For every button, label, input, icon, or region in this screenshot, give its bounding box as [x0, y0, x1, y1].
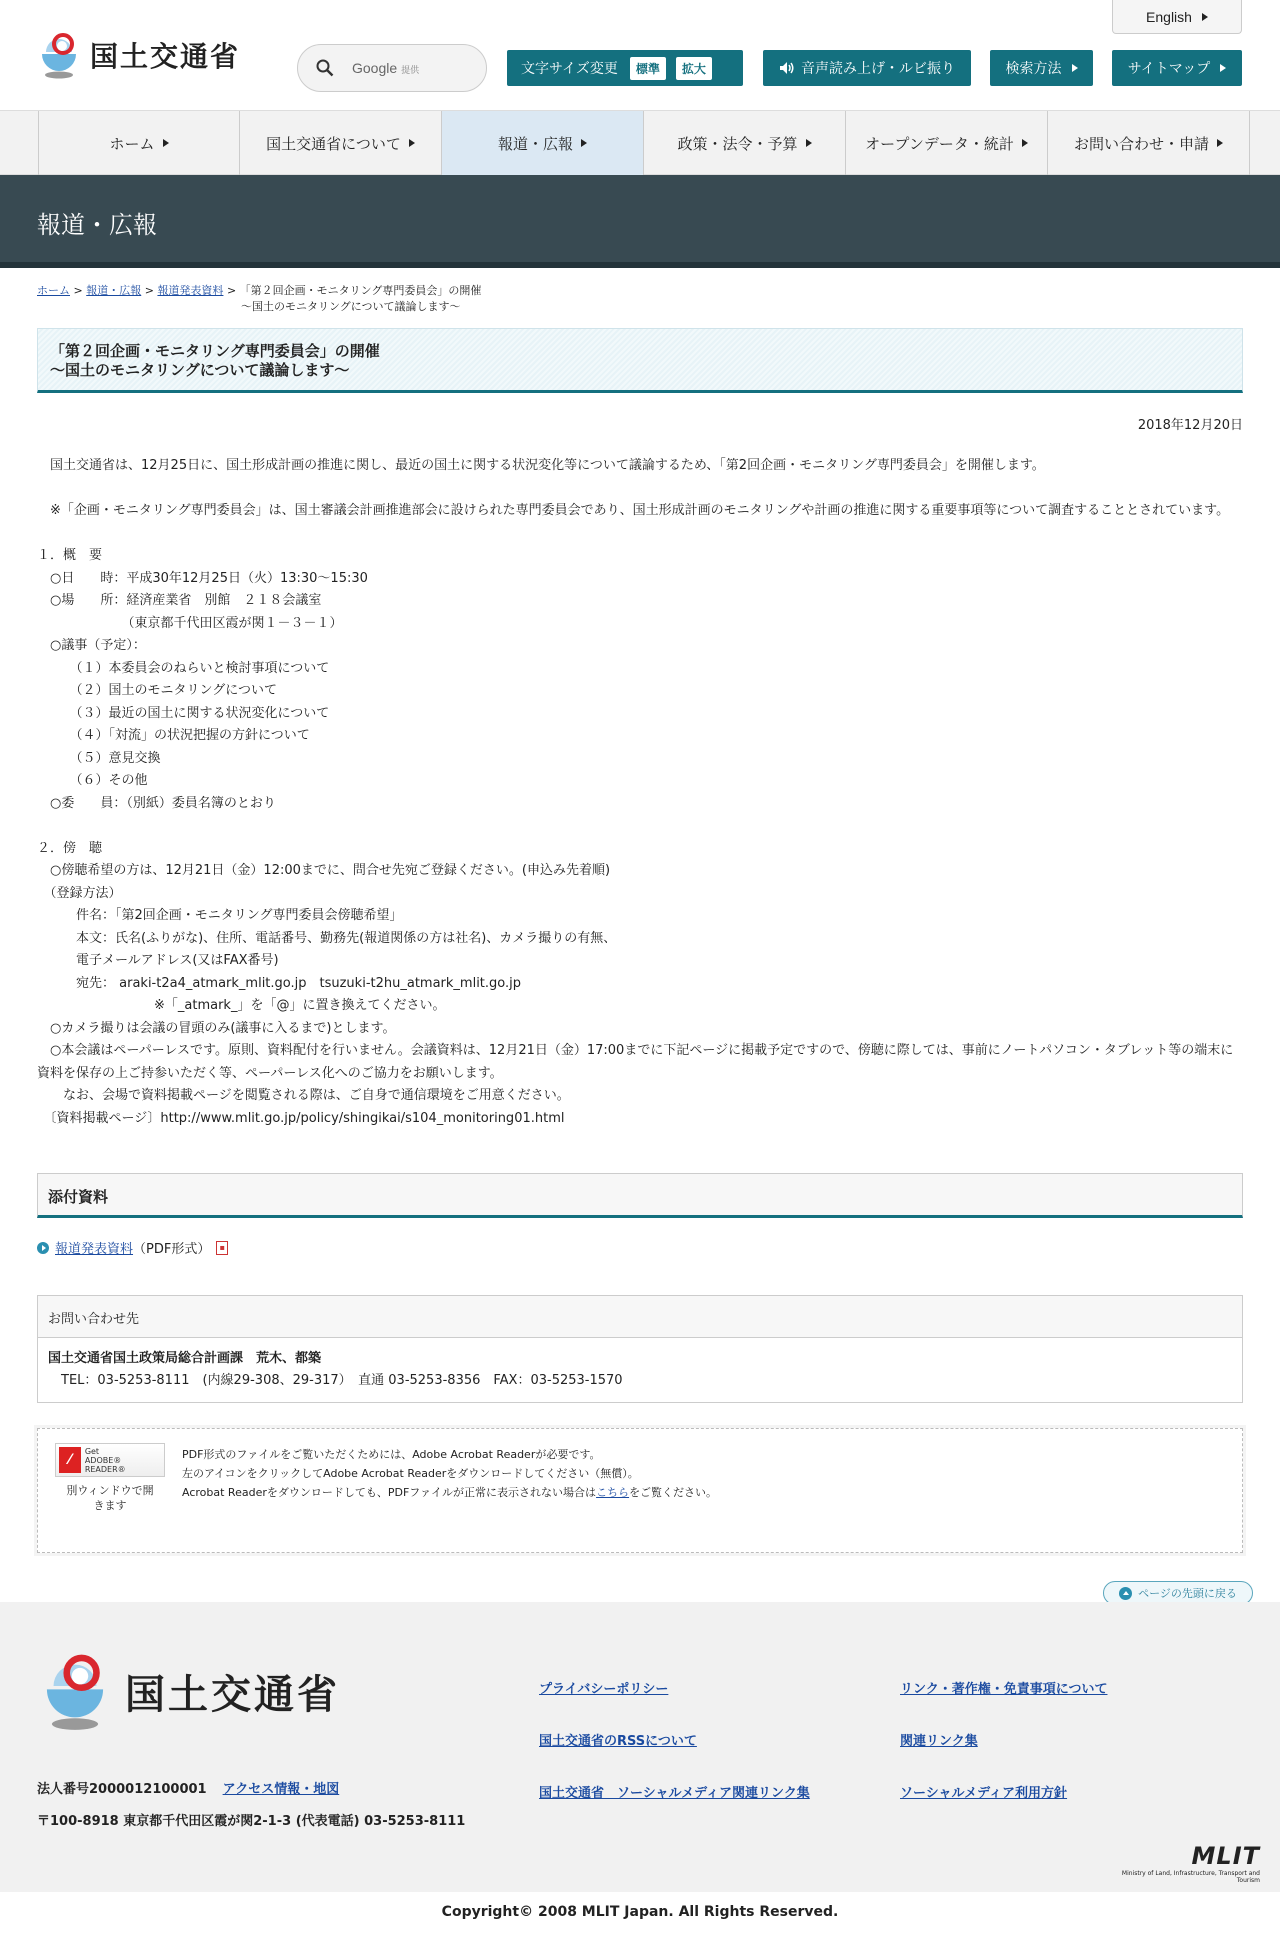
body-line: （登録方法）: [37, 885, 122, 901]
body-line: ○議事（予定）：: [37, 638, 146, 653]
footer-logo[interactable]: [37, 1648, 340, 1734]
article-title-line2: ～国土のモニタリングについて議論します～: [50, 361, 350, 379]
breadcrumb-releases[interactable]: 報道発表資料: [157, 284, 224, 297]
body-line: ○本会議はペーパーレスです。原則、資料配付を行いません。会議資料は、12月21日（金）17:00までに下記ページに掲載予定ですので、傍聴に際しては、事前にノートパソコン・タブレット等の端末に資料を保存の上ご持参いただく等、ペーパーレス化へのご協力をお願いします。: [37, 1043, 1234, 1081]
search-input[interactable]: [297, 44, 487, 92]
breadcrumb-sep: >: [73, 284, 83, 297]
font-size-control: [507, 50, 743, 86]
attachment-link[interactable]: 報道発表資料: [55, 1242, 134, 1257]
adobe-reader-link[interactable]: [54, 1443, 166, 1538]
body-line: （１）本委員会のねらいと検討事項について: [37, 660, 330, 676]
mlit-wordmark: [1100, 1842, 1260, 1884]
contact-heading: お問い合わせ先: [38, 1296, 1242, 1338]
contact-box: [37, 1295, 1243, 1403]
nav-item-label: オープンデータ・統計: [865, 134, 1014, 153]
nav-item-label: ホーム: [109, 134, 155, 153]
body-line: （５）意見交換: [37, 750, 161, 766]
access-link[interactable]: アクセス情報・地図: [222, 1782, 340, 1797]
arrow-right-icon: [1220, 64, 1226, 72]
search-icon: [316, 59, 334, 77]
nav-item-press[interactable]: [442, 111, 644, 175]
body-line: ○カメラ撮りは会議の冒頭のみ(議事に入るまで)とします。: [37, 1020, 396, 1036]
corp-number: 法人番号2000012100001: [37, 1782, 207, 1797]
breadcrumb-press[interactable]: 報道・広報: [86, 284, 142, 297]
contact-org: 国土交通省国土政策局総合計画課 荒木、都築: [48, 1351, 322, 1366]
footer-link-privacy[interactable]: プライバシーポリシー: [539, 1682, 669, 1697]
body-line: ○場 所：経済産業省 別館 ２１８会議室: [37, 593, 322, 608]
body-line: 件名：「第2回企画・モニタリング専門委員会傍聴希望」: [37, 908, 403, 923]
adobe-line1: PDF形式のファイルをご覧いただくためには、Adobe Acrobat Readerが必要です。: [182, 1448, 601, 1461]
nav-item-label: 政策・法令・予算: [677, 134, 798, 153]
font-size-label: 文字サイズ変更: [521, 61, 618, 77]
body-line: ○委 員：（別紙）委員名簿のとおり: [37, 795, 276, 811]
site-header: [0, 0, 1280, 110]
body-line: 電子メールアドレス(又はFAX番号): [37, 953, 279, 968]
pdf-icon: ▪: [216, 1241, 228, 1255]
english-button[interactable]: [1112, 0, 1242, 34]
footer-link-social-policy[interactable]: ソーシャルメディア利用方針: [900, 1786, 1068, 1801]
adobe-text: [182, 1443, 717, 1538]
sitemap-label: サイトマップ: [1127, 61, 1211, 77]
attachments-heading: 添付資料: [37, 1173, 1243, 1218]
adobe-reader-box: [37, 1428, 1243, 1553]
body-line: （２）国土のモニタリングについて: [37, 683, 277, 698]
footer-links-col2: [900, 1664, 1107, 1820]
footer-logo-text: 国土交通省: [125, 1671, 340, 1718]
arrow-right-icon: [1022, 139, 1028, 147]
body-line: ※「企画・モニタリング専門委員会」は、国土審議会計画推進部会に設けられた専門委員会であり、国土形成計画のモニタリングや計画の推進に関する重要事項等について調査することとされています。: [37, 503, 1230, 518]
body-line: 国土交通省は、12月25日に、国土形成計画の推進に関し、最近の国土に関する状況変化等について議論するため、「第2回企画・モニタリング専門委員会」を開催します。: [37, 458, 1045, 473]
body-line: [37, 815, 1243, 838]
font-size-large-button[interactable]: 拡大: [676, 57, 712, 80]
arrow-right-icon: [581, 139, 587, 147]
arrow-circle-icon: [37, 1242, 49, 1254]
page-top-label: ページの先頭に戻る: [1138, 1587, 1237, 1600]
site-footer: [0, 1602, 1280, 1892]
arrow-right-icon: [1202, 13, 1208, 21]
adobe-badge-text: Get ADOBE® READER®: [84, 1446, 126, 1474]
search-placeholder: Google 提供: [352, 60, 420, 76]
footer-link-social-links[interactable]: 国土交通省 ソーシャルメディア関連リンク集: [539, 1786, 810, 1801]
site-logo-text: 国土交通省: [90, 40, 241, 73]
arrow-right-icon: [1217, 139, 1223, 147]
copyright: Copyright© 2008 MLIT Japan. All Rights Reserved.: [0, 1892, 1280, 1944]
footer-link-copyright[interactable]: リンク・著作権・免責事項について: [900, 1682, 1108, 1697]
search-howto-button[interactable]: [990, 50, 1093, 86]
sitemap-button[interactable]: [1112, 50, 1242, 86]
nav-item-label: 国土交通省について: [266, 134, 401, 153]
nav-item-about[interactable]: [240, 111, 442, 175]
body-line: 本文：氏名(ふりがな)、住所、電話番号、勤務先(報道関係の方は社名)、カメラ撮りの有無、: [37, 930, 617, 946]
arrow-right-icon: [1072, 64, 1078, 72]
adobe-reader-badge: [55, 1443, 165, 1477]
nav-item-home[interactable]: [38, 111, 240, 175]
body-line: １．概 要: [37, 548, 103, 563]
article-title: [37, 328, 1243, 393]
body-line: なお、会場で資料掲載ページを閲覧される際は、ご自身で通信環境をご用意ください。: [37, 1088, 570, 1103]
contact-phones: TEL：03-5253-8111 (内線29-308、29-317） 直通 03-5253-8356 FAX：03-5253-1570: [48, 1373, 623, 1388]
nav-item-contact[interactable]: [1048, 111, 1250, 175]
adobe-help-link[interactable]: こちら: [596, 1486, 630, 1499]
section-title: 報道・広報: [37, 211, 157, 239]
article-title-line1: 「第２回企画・モニタリング専門委員会」の開催: [50, 342, 380, 360]
arrow-right-icon: [163, 139, 169, 147]
breadcrumb-sep: >: [226, 284, 237, 297]
body-line: ○傍聴希望の方は、12月21日（金）12:00までに、問合せ先宛ご登録ください。(申込み先着順): [37, 863, 611, 878]
search-howto-label: 検索方法: [1005, 61, 1062, 77]
site-logo[interactable]: [36, 30, 240, 80]
read-aloud-label: 音声読み上げ・ルビ振り: [801, 61, 955, 77]
footer-links-col1: [539, 1664, 810, 1820]
mlit-subtext: Ministry of Land, Infrastructure, Transport and Tourism: [1121, 1870, 1260, 1884]
body-line: 宛先： araki-t2a4_atmark_mlit.go.jp tsuzuki-t2hu_atmark_mlit.go.jp: [37, 975, 522, 991]
release-date: 2018年12月20日: [1137, 418, 1243, 433]
mlit-text: MLIT: [1191, 1842, 1260, 1870]
attachment-format: （PDF形式）: [133, 1242, 211, 1257]
nav-item-label: 報道・広報: [497, 134, 573, 153]
nav-item-label: お問い合わせ・申請: [1073, 134, 1209, 153]
section-title-band: [0, 175, 1280, 268]
footer-link-rss[interactable]: 国土交通省のRSSについて: [539, 1734, 697, 1749]
adobe-line3: Acrobat Readerをダウンロードしても、PDFファイルが正常に表示されない場合はこちらをご覧ください。: [182, 1486, 718, 1499]
body-line: （東京都千代田区霞が関１－３－１）: [37, 615, 343, 631]
body-line: [37, 478, 1243, 501]
breadcrumb: [37, 283, 737, 315]
breadcrumb-current: 「第２回企画・モニタリング専門委員会」の開催: [239, 284, 482, 297]
body-line: ２．傍 聴: [37, 840, 103, 856]
nav-item-opendata[interactable]: [846, 111, 1048, 175]
english-label: English: [1146, 8, 1192, 25]
body-line: ※「_atmark_」を「@」に置き換えてください。: [37, 998, 446, 1013]
font-size-standard-button[interactable]: 標準: [630, 57, 666, 80]
read-aloud-button[interactable]: [763, 50, 971, 86]
body-line: ○日 時：平成30年12月25日（火）13:30～15:30: [37, 570, 368, 586]
adobe-line2: 左のアイコンをクリックしてAdobe Acrobat Readerをダウンロードしてください（無償）。: [182, 1467, 639, 1480]
article-body: [37, 455, 1243, 1130]
footer-address: 〒100-8918 東京都千代田区霞が関2-1-3 (代表電話) 03-5253-8111: [37, 1814, 466, 1829]
attachment-item: [37, 1238, 228, 1257]
body-line: 〔資料掲載ページ〕http://www.mlit.go.jp/policy/shingikai/s104_monitoring01.html: [37, 1110, 565, 1126]
body-line: （６）その他: [37, 773, 148, 788]
footer-link-related[interactable]: 関連リンク集: [900, 1734, 978, 1749]
breadcrumb-current-sub: ～国土のモニタリングについて議論します～: [241, 300, 461, 313]
global-nav: [0, 110, 1280, 175]
body-line: [37, 523, 1243, 546]
nav-item-policy[interactable]: [644, 111, 846, 175]
footer-info: [37, 1774, 465, 1838]
breadcrumb-sep: >: [144, 284, 154, 297]
body-line: （４）「対流」の状況把握の方針について: [37, 728, 310, 743]
mlit-logo-icon: [36, 30, 82, 80]
mlit-logo-icon: [37, 1648, 113, 1734]
arrow-right-icon: [806, 139, 812, 147]
arrow-up-icon: [1119, 1587, 1132, 1600]
body-line: （３）最近の国土に関する状況変化について: [37, 705, 330, 721]
adobe-caption: 別ウィンドウで開きます: [66, 1484, 154, 1512]
adobe-pdf-icon: ⁄: [59, 1447, 81, 1473]
arrow-right-icon: [409, 139, 415, 147]
breadcrumb-home[interactable]: ホーム: [37, 284, 70, 297]
speaker-icon: [779, 61, 795, 75]
